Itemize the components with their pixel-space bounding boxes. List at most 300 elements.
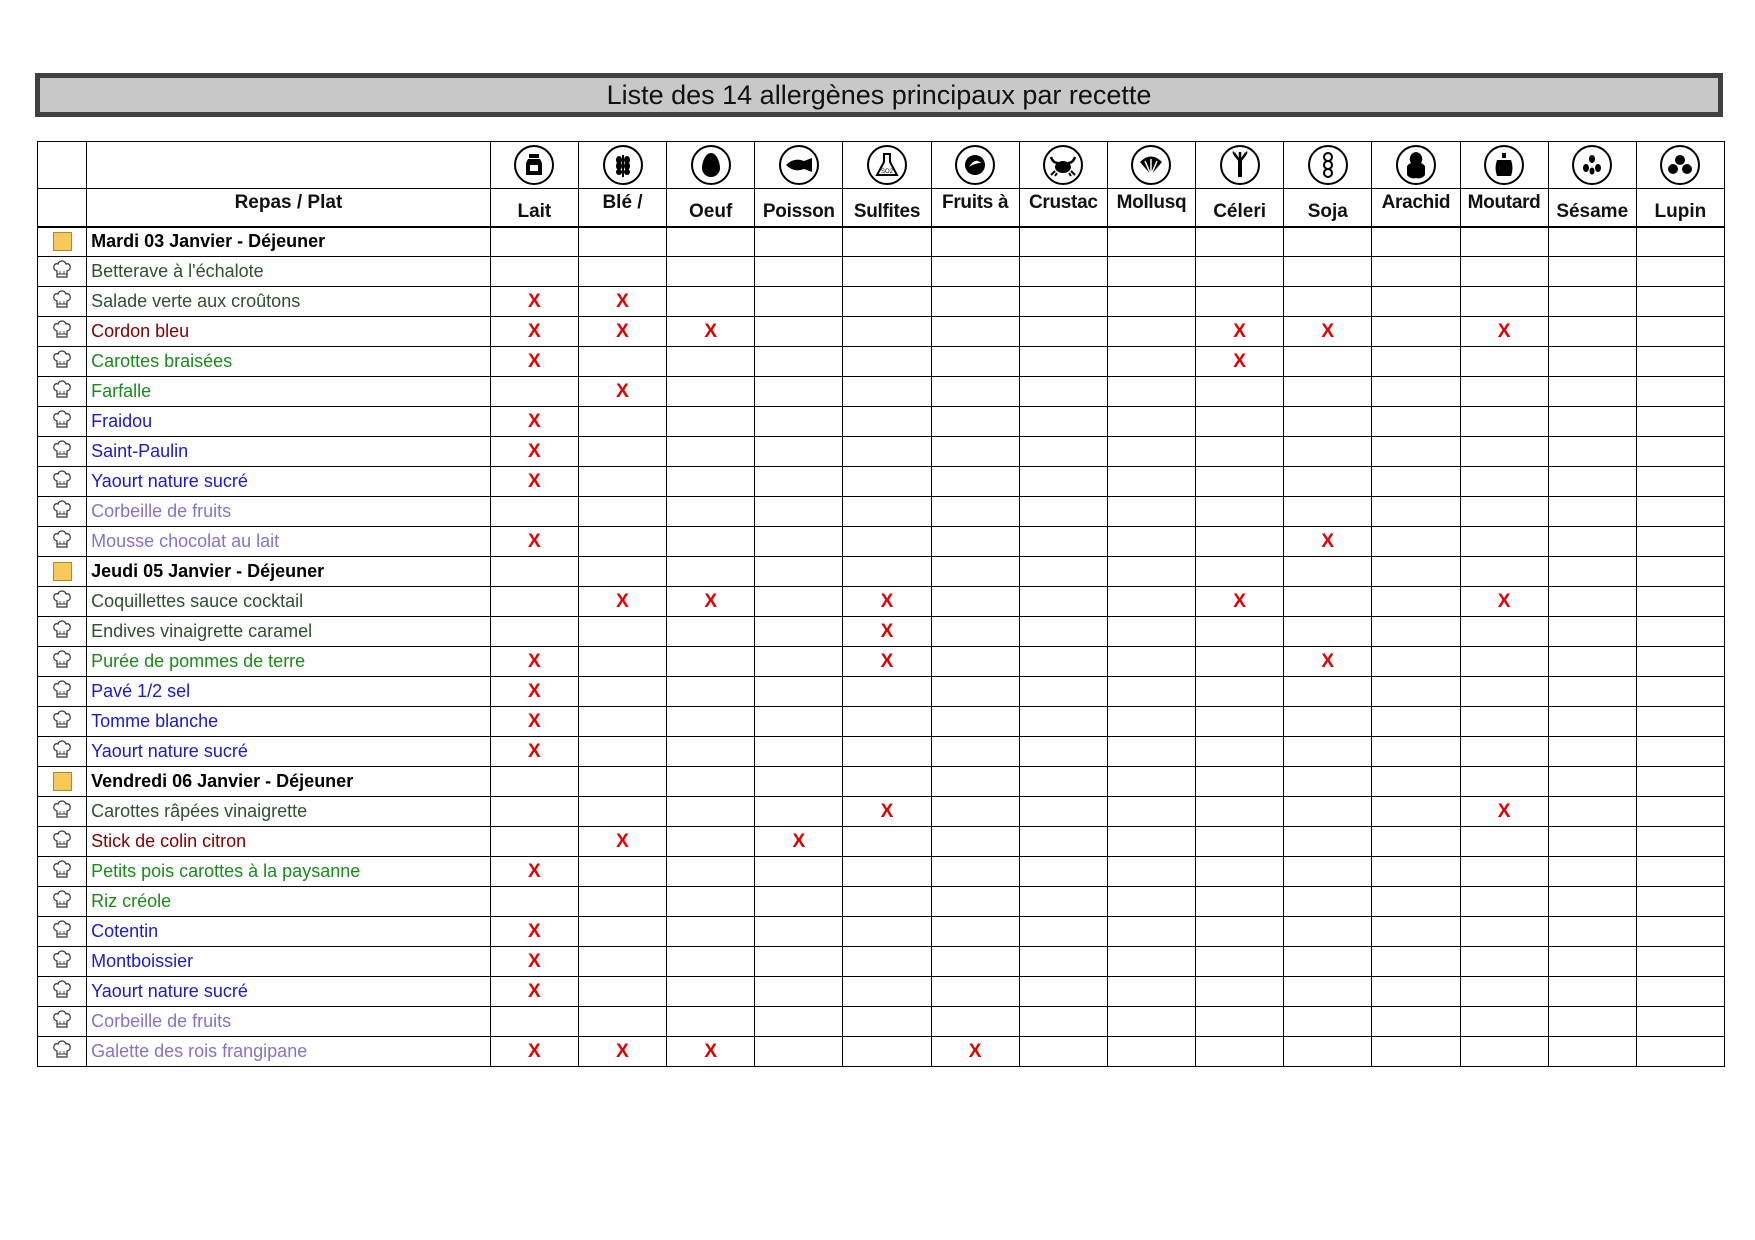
dish-name: Yaourt nature sucré <box>87 977 491 1007</box>
allergen-cell <box>1019 407 1107 437</box>
allergen-cell <box>755 1007 843 1037</box>
allergen-mark: X <box>616 320 629 342</box>
allergen-cell <box>490 977 578 1007</box>
allergen-cell <box>755 917 843 947</box>
dish-icon-cell <box>38 917 87 947</box>
allergen-cell <box>490 407 578 437</box>
dish-icon-cell <box>38 347 87 377</box>
allergen-icon-cell <box>1460 142 1548 189</box>
allergen-cell <box>1548 947 1636 977</box>
allergen-cell <box>1284 317 1372 347</box>
allergen-mark: X <box>528 650 541 672</box>
allergen-cell <box>667 707 755 737</box>
table-row <box>38 467 1725 497</box>
allergen-cell <box>667 767 755 797</box>
allergen-cell <box>843 947 931 977</box>
allergen-cell <box>1019 617 1107 647</box>
allergen-cell <box>578 587 666 617</box>
allergen-cell <box>490 1007 578 1037</box>
allergen-cell <box>1196 917 1284 947</box>
allergen-cell <box>1636 377 1724 407</box>
allergen-cell <box>1548 887 1636 917</box>
table-row <box>38 407 1725 437</box>
allergen-cell <box>1107 1037 1195 1067</box>
chef-hat-icon <box>53 590 71 609</box>
allergen-cell <box>1196 587 1284 617</box>
day-header-row <box>38 767 1725 797</box>
allergen-cell <box>1548 767 1636 797</box>
allergen-cell <box>755 527 843 557</box>
dish-name: Coquillettes sauce cocktail <box>87 587 491 617</box>
allergen-mark: X <box>1321 530 1335 552</box>
allergen-cell <box>1019 917 1107 947</box>
chef-hat-icon <box>53 260 71 279</box>
allergen-cell <box>1460 857 1548 887</box>
chef-hat-icon <box>53 440 71 459</box>
allergen-mark: X <box>528 350 541 372</box>
dish-name: Galette des rois frangipane <box>87 1037 491 1067</box>
allergen-cell <box>843 407 931 437</box>
allergen-cell <box>755 797 843 827</box>
allergen-cell <box>1460 737 1548 767</box>
allergen-cell <box>1107 467 1195 497</box>
allergen-cell <box>1460 707 1548 737</box>
allergen-mark: X <box>528 290 541 312</box>
allergen-cell <box>1636 617 1724 647</box>
allergen-cell <box>1548 467 1636 497</box>
allergen-cell <box>755 257 843 287</box>
allergen-cell <box>931 557 1019 587</box>
allergen-cell <box>1460 947 1548 977</box>
chef-hat-icon <box>53 710 71 729</box>
allergen-cell <box>1284 887 1372 917</box>
allergen-cell <box>667 887 755 917</box>
allergen-cell <box>755 497 843 527</box>
allergen-cell <box>1107 527 1195 557</box>
allergen-cell <box>1107 707 1195 737</box>
allergen-cell <box>931 407 1019 437</box>
allergen-cell <box>931 497 1019 527</box>
allergen-cell <box>1019 527 1107 557</box>
allergen-header: Soja <box>1284 189 1372 227</box>
allergen-cell <box>1548 677 1636 707</box>
allergen-cell <box>843 737 931 767</box>
allergen-cell <box>1636 737 1724 767</box>
allergen-cell <box>1019 347 1107 377</box>
allergen-cell <box>1372 737 1460 767</box>
allergen-cell <box>1460 497 1548 527</box>
allergen-cell <box>1636 677 1724 707</box>
allergen-cell <box>1107 977 1195 1007</box>
allergen-cell <box>667 797 755 827</box>
allergen-cell <box>843 437 931 467</box>
allergen-cell <box>667 377 755 407</box>
allergen-cell <box>843 707 931 737</box>
allergen-cell <box>931 947 1019 977</box>
allergen-icon-cell <box>755 142 843 189</box>
allergen-cell <box>755 467 843 497</box>
allergen-cell <box>755 347 843 377</box>
allergen-cell <box>1019 497 1107 527</box>
allergen-cell <box>490 347 578 377</box>
allergen-cell <box>1636 557 1724 587</box>
dish-name: Salade verte aux croûtons <box>87 287 491 317</box>
allergen-icon-cell <box>931 142 1019 189</box>
table-row <box>38 707 1725 737</box>
allergen-cell <box>1548 587 1636 617</box>
table-row <box>38 977 1725 1007</box>
celery-icon <box>1220 145 1260 185</box>
allergen-cell <box>1372 977 1460 1007</box>
allergen-cell <box>1019 1037 1107 1067</box>
allergen-mark: X <box>880 650 894 672</box>
allergen-cell <box>578 557 666 587</box>
allergen-cell <box>667 977 755 1007</box>
allergen-cell <box>843 1037 931 1067</box>
allergen-cell <box>1548 527 1636 557</box>
allergen-cell <box>1636 707 1724 737</box>
allergen-cell <box>1019 557 1107 587</box>
dish-icon-cell <box>38 377 87 407</box>
allergen-cell <box>1284 857 1372 887</box>
shell-icon <box>1131 145 1171 185</box>
allergen-cell <box>1636 527 1724 557</box>
dish-icon-cell <box>38 497 87 527</box>
chef-hat-icon <box>53 860 71 879</box>
allergen-cell <box>931 437 1019 467</box>
dish-icon-cell <box>38 407 87 437</box>
allergen-cell <box>1107 797 1195 827</box>
allergen-cell <box>1019 1007 1107 1037</box>
allergen-cell <box>931 977 1019 1007</box>
allergen-cell <box>1372 827 1460 857</box>
allergen-cell <box>1019 377 1107 407</box>
allergen-cell <box>1460 1037 1548 1067</box>
allergen-cell <box>1107 647 1195 677</box>
chef-hat-icon <box>53 1010 71 1029</box>
day-label: Vendredi 06 Janvier - Déjeuner <box>87 767 491 797</box>
allergen-cell <box>1019 647 1107 677</box>
chef-hat-icon <box>53 530 71 549</box>
allergen-cell <box>755 227 843 257</box>
allergen-mark: X <box>528 740 541 762</box>
table-row <box>38 317 1725 347</box>
allergen-cell <box>1372 647 1460 677</box>
allergen-cell <box>1196 347 1284 377</box>
allergen-cell <box>1107 377 1195 407</box>
dish-name: Corbeille de fruits <box>87 497 491 527</box>
dish-icon-cell <box>38 647 87 677</box>
allergen-cell <box>1548 857 1636 887</box>
allergen-cell <box>490 467 578 497</box>
allergen-cell <box>578 767 666 797</box>
dish-name: Corbeille de fruits <box>87 1007 491 1037</box>
dish-name: Betterave à l'échalote <box>87 257 491 287</box>
allergen-cell <box>667 647 755 677</box>
dish-name: Yaourt nature sucré <box>87 737 491 767</box>
table-row <box>38 917 1725 947</box>
allergen-cell <box>843 287 931 317</box>
allergen-mark: X <box>528 680 541 702</box>
allergen-cell <box>1636 917 1724 947</box>
allergen-cell <box>578 437 666 467</box>
dish-icon-cell <box>38 317 87 347</box>
allergen-cell <box>1372 227 1460 257</box>
dish-icon-cell <box>38 1037 87 1067</box>
allergen-cell <box>1196 857 1284 887</box>
allergen-cell <box>1460 677 1548 707</box>
allergen-cell <box>1196 1037 1284 1067</box>
allergen-cell <box>1019 317 1107 347</box>
allergen-cell <box>1548 257 1636 287</box>
allergen-cell <box>578 617 666 647</box>
allergen-cell <box>1636 407 1724 437</box>
allergen-mark: X <box>704 320 718 342</box>
allergen-cell <box>755 377 843 407</box>
dish-icon-cell <box>38 887 87 917</box>
table-row <box>38 887 1725 917</box>
allergen-cell <box>667 1007 755 1037</box>
allergen-cell <box>1019 707 1107 737</box>
allergen-cell <box>667 587 755 617</box>
allergen-cell <box>1284 647 1372 677</box>
allergen-mark: X <box>528 950 541 972</box>
allergen-cell <box>755 1037 843 1067</box>
dish-column-header: Repas / Plat <box>87 189 491 227</box>
allergen-mark: X <box>968 1040 982 1062</box>
allergen-cell <box>1372 587 1460 617</box>
chef-hat-icon <box>53 1040 71 1059</box>
allergen-icon-cell <box>1636 142 1724 189</box>
dish-name: Carottes braisées <box>87 347 491 377</box>
allergen-cell <box>755 707 843 737</box>
chef-hat-icon <box>53 680 71 699</box>
allergen-cell <box>1107 287 1195 317</box>
chef-hat-icon <box>53 620 71 639</box>
allergen-cell <box>667 407 755 437</box>
allergen-header: Poisson <box>755 189 843 227</box>
chef-hat-icon <box>53 800 71 819</box>
dish-icon-cell <box>38 947 87 977</box>
allergen-icon-cell <box>490 142 578 189</box>
allergen-cell <box>490 647 578 677</box>
allergen-header: Céleri <box>1196 189 1284 227</box>
day-label: Jeudi 05 Janvier - Déjeuner <box>87 557 491 587</box>
flask-icon <box>867 145 907 185</box>
allergen-cell <box>1460 647 1548 677</box>
allergen-cell <box>1284 287 1372 317</box>
allergen-cell <box>578 1037 666 1067</box>
allergen-cell <box>578 647 666 677</box>
fish-icon <box>779 145 819 185</box>
allergen-cell <box>1636 257 1724 287</box>
allergen-cell <box>843 497 931 527</box>
allergen-icon-cell <box>667 142 755 189</box>
dish-name: Petits pois carottes à la paysanne <box>87 857 491 887</box>
allergen-cell <box>843 917 931 947</box>
table-body <box>38 227 1725 1067</box>
allergen-cell <box>1460 227 1548 257</box>
allergen-cell <box>755 767 843 797</box>
allergen-mark: X <box>1233 350 1246 372</box>
allergen-cell <box>490 227 578 257</box>
allergen-cell <box>1460 527 1548 557</box>
dish-icon-cell <box>38 737 87 767</box>
allergen-cell <box>931 257 1019 287</box>
allergen-cell <box>667 857 755 887</box>
chef-hat-icon <box>53 470 71 489</box>
allergen-cell <box>931 227 1019 257</box>
allergen-cell <box>755 437 843 467</box>
allergen-cell <box>1284 437 1372 467</box>
table-row <box>38 377 1725 407</box>
allergen-mark: X <box>880 800 894 822</box>
allergen-cell <box>931 1007 1019 1037</box>
allergen-cell <box>1548 1037 1636 1067</box>
table-row <box>38 947 1725 977</box>
allergen-cell <box>1460 257 1548 287</box>
allergen-cell <box>1548 557 1636 587</box>
header-row <box>38 189 1725 227</box>
dish-icon-cell <box>38 677 87 707</box>
allergen-cell <box>1107 257 1195 287</box>
chef-hat-icon <box>53 500 71 519</box>
table-row <box>38 527 1725 557</box>
allergen-cell <box>843 887 931 917</box>
allergen-cell <box>843 1007 931 1037</box>
allergen-cell <box>755 407 843 437</box>
allergen-header: Arachid <box>1372 189 1460 227</box>
dish-icon-cell <box>38 527 87 557</box>
allergen-cell <box>1019 677 1107 707</box>
allergen-cell <box>1107 497 1195 527</box>
allergen-cell <box>1284 977 1372 1007</box>
day-marker-cell <box>38 227 87 257</box>
allergen-icon-cell <box>1107 142 1195 189</box>
table-row <box>38 437 1725 467</box>
allergen-cell <box>578 707 666 737</box>
allergen-cell <box>1019 227 1107 257</box>
allergen-cell <box>1196 257 1284 287</box>
allergen-cell <box>1372 437 1460 467</box>
allergen-cell <box>1636 797 1724 827</box>
allergen-mark: X <box>880 620 894 642</box>
dish-name: Mousse chocolat au lait <box>87 527 491 557</box>
allergen-cell <box>755 317 843 347</box>
allergen-cell <box>1460 407 1548 437</box>
allergen-cell <box>1460 587 1548 617</box>
lupin-icon <box>1660 145 1700 185</box>
allergen-mark: X <box>616 830 629 852</box>
allergen-mark: X <box>616 290 629 312</box>
table-row <box>38 797 1725 827</box>
table-row <box>38 257 1725 287</box>
allergen-cell <box>1372 257 1460 287</box>
allergen-cell <box>490 857 578 887</box>
allergen-cell <box>931 917 1019 947</box>
allergen-cell <box>667 677 755 707</box>
allergen-cell <box>1460 767 1548 797</box>
table-row <box>38 677 1725 707</box>
allergen-mark: X <box>528 980 541 1002</box>
allergen-cell <box>667 557 755 587</box>
dish-name: Riz créole <box>87 887 491 917</box>
allergen-cell <box>1019 587 1107 617</box>
allergen-cell <box>1548 377 1636 407</box>
allergen-cell <box>1460 317 1548 347</box>
allergen-cell <box>931 287 1019 317</box>
allergen-cell <box>1196 497 1284 527</box>
allergen-cell <box>1372 377 1460 407</box>
allergen-cell <box>1548 737 1636 767</box>
allergen-cell <box>755 557 843 587</box>
day-header-row <box>38 227 1725 257</box>
allergen-cell <box>1636 887 1724 917</box>
allergen-cell <box>843 857 931 887</box>
allergen-cell <box>755 617 843 647</box>
day-square-icon <box>53 772 72 791</box>
allergen-mark: X <box>1233 320 1246 342</box>
allergen-cell <box>1372 497 1460 527</box>
mustard-icon <box>1484 145 1524 185</box>
allergen-cell <box>931 1037 1019 1067</box>
dish-name: Carottes râpées vinaigrette <box>87 797 491 827</box>
allergen-cell <box>843 767 931 797</box>
allergen-cell <box>1372 857 1460 887</box>
allergen-cell <box>1196 707 1284 737</box>
allergen-cell <box>843 377 931 407</box>
svg-text:SO2: SO2 <box>880 169 893 175</box>
allergen-cell <box>490 557 578 587</box>
allergen-cell <box>667 617 755 647</box>
dish-name: Tomme blanche <box>87 707 491 737</box>
allergen-cell <box>843 317 931 347</box>
allergen-icon-cell <box>843 142 931 189</box>
chef-hat-icon <box>53 830 71 849</box>
allergen-cell <box>490 767 578 797</box>
allergen-cell <box>755 677 843 707</box>
allergen-cell <box>1284 587 1372 617</box>
allergen-cell <box>490 257 578 287</box>
allergen-cell <box>1196 527 1284 557</box>
table-row <box>38 1037 1725 1067</box>
allergen-cell <box>1284 617 1372 647</box>
allergen-cell <box>667 467 755 497</box>
blank-cell <box>87 142 491 189</box>
allergen-cell <box>578 917 666 947</box>
allergen-cell <box>1019 287 1107 317</box>
allergen-cell <box>1107 407 1195 437</box>
table-row <box>38 587 1725 617</box>
allergen-cell <box>578 947 666 977</box>
allergen-cell <box>490 677 578 707</box>
allergen-cell <box>578 287 666 317</box>
allergen-cell <box>1636 1007 1724 1037</box>
allergen-mark: X <box>528 440 541 462</box>
allergen-cell <box>931 647 1019 677</box>
dish-icon-cell <box>38 707 87 737</box>
allergen-cell <box>1284 257 1372 287</box>
allergen-table <box>37 141 1725 1067</box>
allergen-cell <box>1372 317 1460 347</box>
allergen-cell <box>931 797 1019 827</box>
allergen-icon-cell <box>1196 142 1284 189</box>
allergen-cell <box>1636 497 1724 527</box>
allergen-mark: X <box>528 470 541 492</box>
allergen-cell <box>1372 407 1460 437</box>
allergen-cell <box>667 947 755 977</box>
allergen-cell <box>755 887 843 917</box>
